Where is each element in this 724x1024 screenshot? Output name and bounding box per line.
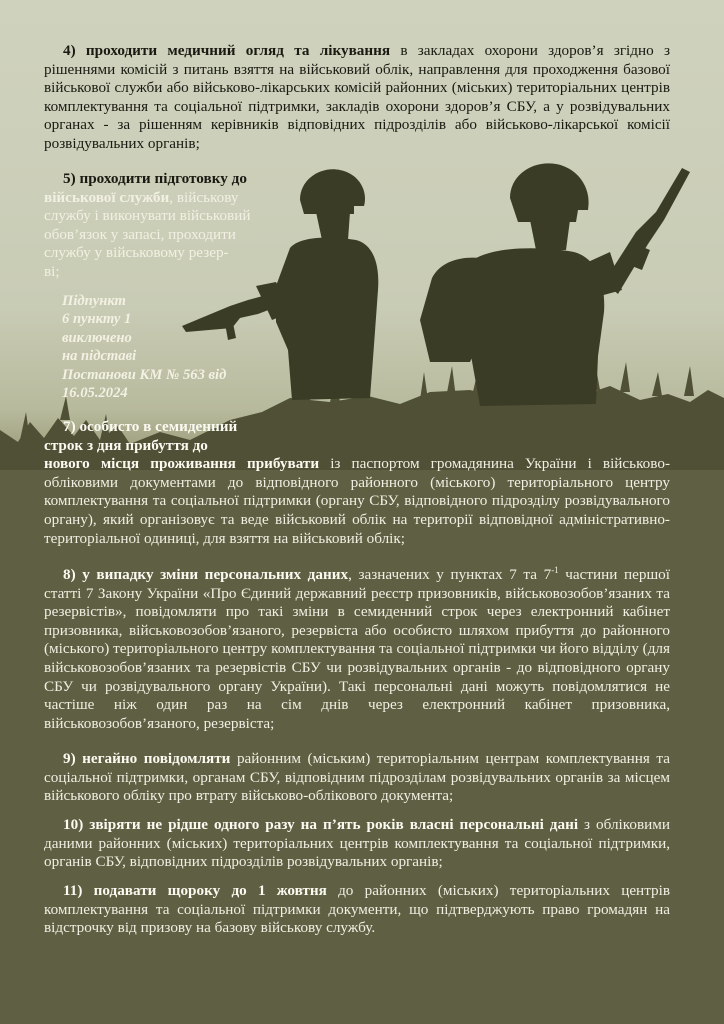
item-5-text-d: службу у військовому резер-	[44, 244, 229, 262]
item-7-heading-a: 7) особисто в семиденний	[63, 418, 238, 435]
item-8-superscript: -1	[551, 565, 559, 575]
item-11-submit-deferral-documents	[44, 882, 670, 938]
item-7-heading-c: нового місця проживання прибувати	[44, 455, 320, 473]
item-5-heading-a: 5) проходити підготовку до	[63, 170, 247, 187]
item-8-personal-data-change	[44, 566, 670, 733]
item-5-text-e: ві;	[44, 262, 60, 280]
item-7-heading-b: строк з дня прибуття до	[44, 436, 208, 454]
item-5-text-b: службу і виконувати військовий	[44, 207, 251, 225]
item-10-text: з обліковими даними районних (міських) територіальних центрів комплектування та соціальної підтримки, органів СБУ, відповідних підрозділів розвідувальних органів;	[44, 816, 670, 871]
item-7-registration-on-arrival	[44, 418, 670, 548]
soldier-right-silhouette	[420, 163, 690, 406]
item-9-heading: 9) негайно повідомляти	[63, 750, 231, 767]
item-5-text-c: обов’язок у запасі, проходити	[44, 225, 236, 243]
item-7-text: із паспортом громадянина України і військово-обліковими документами до відповідного районного (міського) територіального центру комплектування та соціальної підтримки (органу СБУ, відповідного підрозділу розвідувального органу), який організовує та веде військовий облік на території відповідної адміністративно-територіальної одиниці, для взяття на військовий облік;	[44, 455, 670, 547]
item-10-heading: 10) звіряти не рідше одного разу на п’ять років власні персональні дані	[63, 816, 579, 833]
item-11-text: до районних (міських) територіальних центрів комплектування та соціальної підтримки документи, що підтверджують право громадян на відстрочку від призову на базову військову службу.	[44, 882, 670, 937]
note-line: Підпункт	[62, 293, 126, 309]
note-line: 6 пункту 1	[62, 311, 132, 328]
item-4-text: в закладах охорони здоров’я згідно з рішеннями комісій з питань взяття на військовий облік, направлення для проходження базової військової служби або військово-лікарських комісій районних (міських) територіальних центрів комплектування та соціальної підтримки, закладів охорони здоров’я СБУ, а у розвідувальних органах - за рішенням керівників відповідних підрозділів або військово-лікарської комісії розвідувальних органів;	[44, 42, 670, 152]
item-8-text-b: частини першої статті 7 Закону України «Про Єдиний державний реєстр призовників, військовозобов’язаних та резервістів», повідомляти про такі зміни в семиденний строк через електронний кабінет призовника, військовозобов’язаного, резервіста або особисто шляхом прибуття до районного (міського) територіального центру комплектування та соціальної підтримки чи його відділу (для військовозобов’язаних та резервістів СБУ чи розвідувальних органів - до відповідного органу СБУ чи розвідувального органу України). Такі персональні дані можуть повідомлятися не частіше ніж один раз на сім днів через електронний кабінет призовника, військовозобов’язаного, резервіста;	[44, 566, 670, 732]
item-9-text: районним (міським) територіальним центрам комплектування та соціальної підтримки, органам СБУ, відповідним підрозділам розвідувальних органів за місцем військового обліку про втрату військово-облікового документа;	[44, 750, 670, 805]
item-9-notify-document-loss	[44, 750, 670, 806]
item-4-heading: 4) проходити медичний огляд та лікування	[63, 42, 391, 59]
item-5-heading-b: військової служби	[44, 188, 170, 206]
item-8-heading: 8) у випадку зміни персональних даних	[63, 566, 349, 583]
item-5-military-training	[44, 170, 276, 282]
subitem-6-excluded-note	[62, 292, 282, 402]
note-line: на підставі	[62, 348, 137, 365]
item-5-text-a: , військову	[169, 188, 239, 206]
item-8-text-a: , зазначених у пунктах 7 та 7	[348, 566, 552, 583]
item-4-medical-examination	[44, 42, 670, 154]
note-line: 16.05.2024	[62, 385, 128, 402]
note-line: виключено	[62, 329, 132, 346]
note-line: Постанови КМ № 563 від	[62, 366, 227, 383]
item-10-verify-personal-data	[44, 816, 670, 872]
item-11-heading: 11) подавати щороку до 1 жовтня	[63, 882, 327, 899]
